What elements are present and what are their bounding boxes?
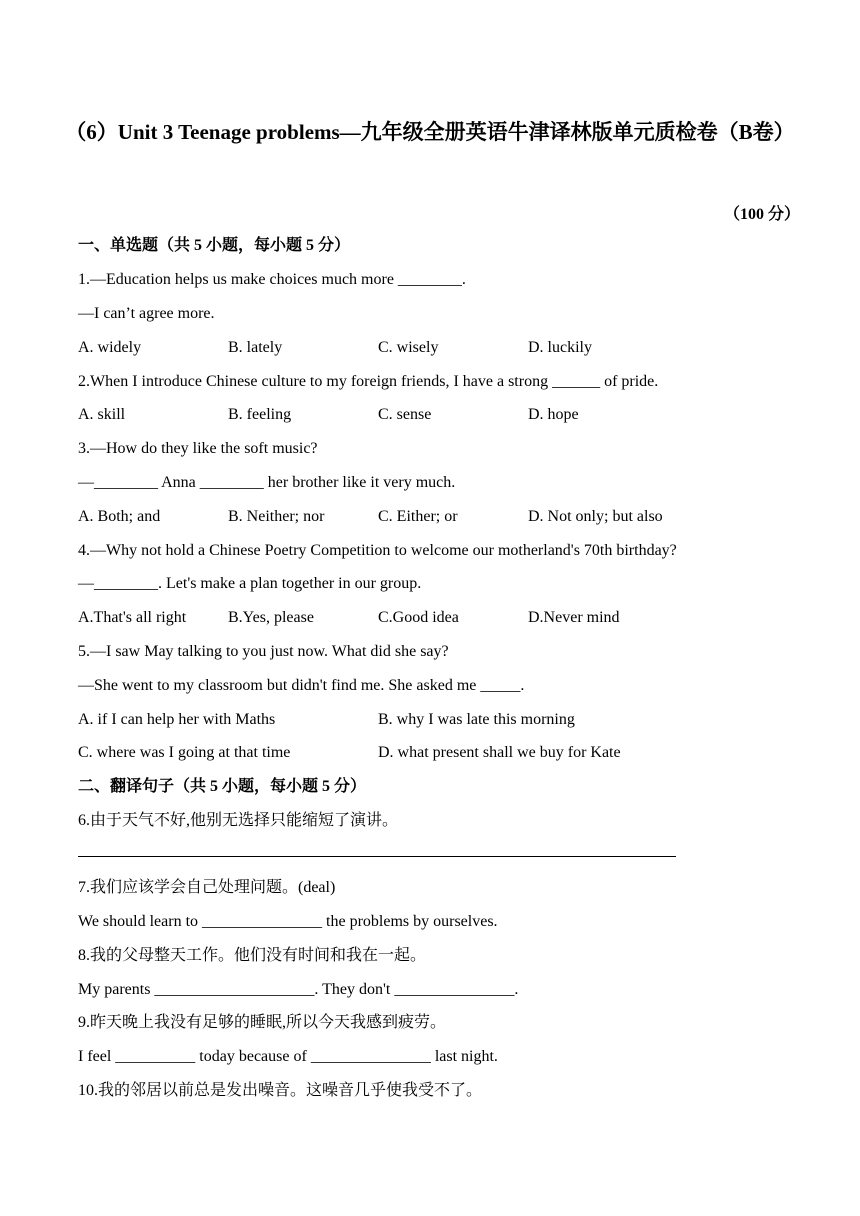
question-5-stem: 5.—I saw May talking to you just now. What did she say? — [78, 643, 449, 660]
question-5-option-a: A. if I can help her with Maths — [78, 711, 276, 728]
question-4-option-a: A.That's all right — [78, 609, 187, 626]
question-7-answer: We should learn to _______________ the problems by ourselves. — [78, 913, 498, 930]
question-3-option-c: C. Either; or — [378, 508, 458, 525]
section-heading-single-choice: 一、单选题（共 5 小题，每小题 5 分） — [78, 237, 351, 254]
question-6-answer-line[interactable] — [78, 856, 676, 857]
question-4-option-c: C.Good idea — [378, 609, 459, 626]
document-title: （6）Unit 3 Teenage problems—九年级全册英语牛津译林版单元质检卷（B卷） — [65, 120, 795, 144]
question-3-stem: 3.—How do they like the soft music? — [78, 440, 318, 457]
question-7-stem: 7.我们应该学会自己处理问题。(deal) — [78, 879, 336, 896]
question-5-option-c: C. where was I going at that time — [78, 744, 291, 761]
question-2-stem: 2.When I introduce Chinese culture to my foreign friends, I have a strong ______ of pride. — [78, 373, 659, 390]
question-1-option-c: C. wisely — [378, 339, 439, 356]
question-4-option-d: D.Never mind — [528, 609, 620, 626]
question-8-stem: 8.我的父母整天工作。他们没有时间和我在一起。 — [78, 947, 427, 964]
question-4-reply: —________. Let's make a plan together in our group. — [78, 575, 422, 592]
question-5-option-b: B. why I was late this morning — [378, 711, 575, 728]
question-1-reply: —I can’t agree more. — [78, 305, 215, 322]
question-2-option-d: D. hope — [528, 406, 579, 423]
question-3-option-b: B. Neither; nor — [228, 508, 325, 525]
question-1-option-a: A. widely — [78, 339, 142, 356]
question-2-option-a: A. skill — [78, 406, 126, 423]
question-1-option-d: D. luckily — [528, 339, 592, 356]
question-9-stem: 9.昨天晚上我没有足够的睡眠,所以今天我感到疲劳。 — [78, 1014, 447, 1031]
question-2-option-b: B. feeling — [228, 406, 292, 423]
question-10-stem: 10.我的邻居以前总是发出噪音。这噪音几乎使我受不了。 — [78, 1082, 483, 1099]
question-5-option-d: D. what present shall we buy for Kate — [378, 744, 621, 761]
question-3-option-a: A. Both; and — [78, 508, 161, 525]
section-heading-translation: 二、翻译句子（共 5 小题，每小题 5 分） — [78, 778, 367, 795]
question-3-option-d: D. Not only; but also — [528, 508, 663, 525]
question-5-reply: —She went to my classroom but didn't find me. She asked me _____. — [78, 677, 525, 694]
question-1-option-b: B. lately — [228, 339, 283, 356]
question-6-stem: 6.由于天气不好,他别无选择只能缩短了演讲。 — [78, 812, 399, 829]
question-9-answer: I feel __________ today because of _______________ last night. — [78, 1048, 498, 1065]
total-score: （100 分） — [723, 206, 800, 223]
question-3-reply: —________ Anna ________ her brother like it very much. — [78, 474, 456, 491]
question-8-answer: My parents ____________________. They don't _______________. — [78, 981, 519, 998]
question-2-option-c: C. sense — [378, 406, 432, 423]
question-4-option-b: B.Yes, please — [228, 609, 314, 626]
question-1-stem: 1.—Education helps us make choices much more ________. — [78, 271, 466, 288]
question-4-stem: 4.—Why not hold a Chinese Poetry Competition to welcome our motherland's 70th birthday? — [78, 542, 677, 559]
